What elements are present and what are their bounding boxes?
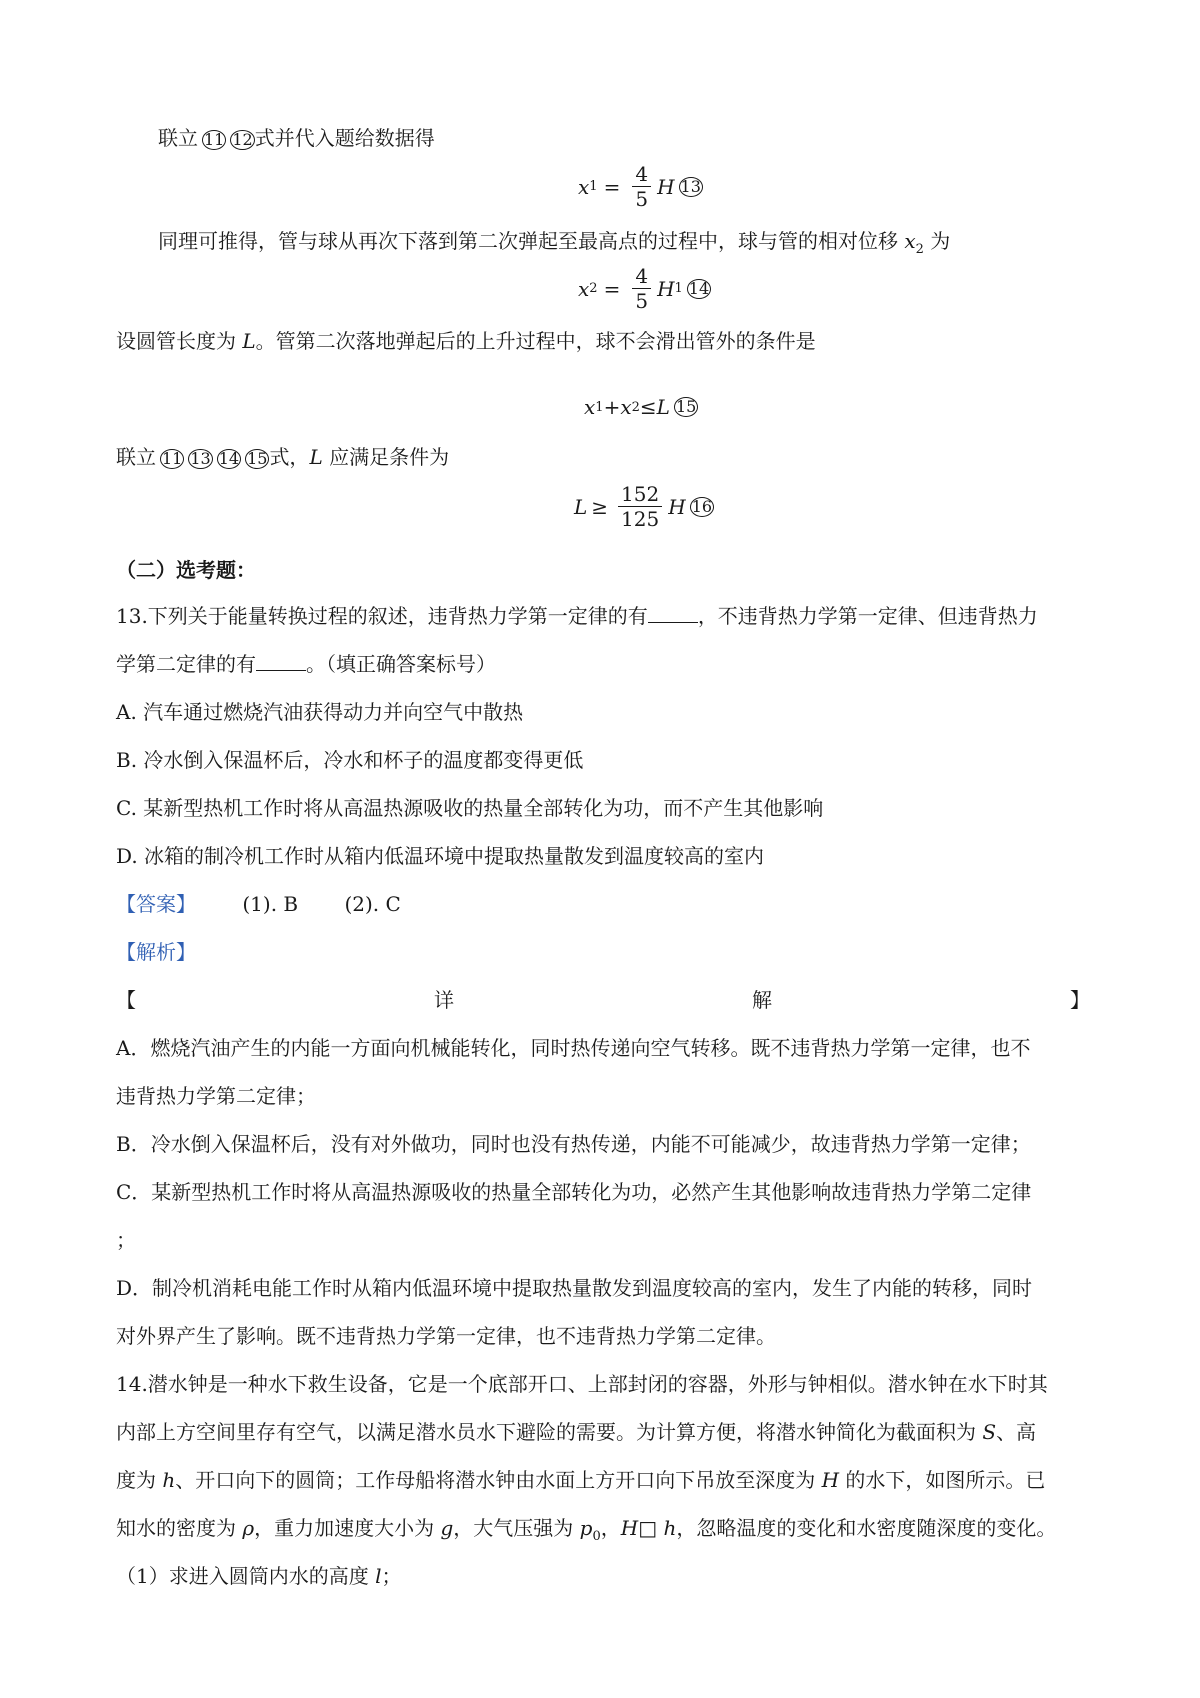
explanation-a-cont: 违背热力学第二定律；	[116, 1084, 316, 1108]
equation-16: L ≥ $\frac{152}{125}$ H 16	[574, 482, 713, 531]
fraction: $\frac{152}{125}$	[618, 482, 662, 531]
explanation-d: D．制冷机消耗电能工作时从箱内低温环境中提取热量散发到温度较高的室内，发生了内能的转移，同时	[116, 1276, 1033, 1300]
equation-13: x 1 = $\frac{4}{5}$ H 13	[578, 162, 701, 211]
question-14-line-3: 度为 h、开口向下的圆筒；工作母船将潜水钟由水面上方开口向下吊放至深度为 H 的水下，如图所示。已	[116, 1468, 1046, 1492]
equation-marker: 16	[691, 496, 713, 516]
detail-header: 【 详 解 】	[116, 988, 1090, 1012]
explanation-c-cont: ；	[116, 1228, 136, 1252]
question-14-line-1: 14.潜水钟是一种水下救生设备，它是一个底部开口、上部封闭的容器，外形与钟相似。潜水钟在水下时其	[116, 1372, 1048, 1396]
explanation-a: A．燃烧汽油产生的内能一方面向机械能转化，同时热传递向空气转移。既不违背热力学第一定律，也不	[116, 1036, 1031, 1060]
answer-blank	[256, 650, 306, 671]
circled-number: 11	[204, 130, 225, 149]
explanation-b: B．冷水倒入保温杯后，没有对外做功，同时也没有热传递，内能不可能减少，故违背热力学第一定律；	[116, 1132, 1031, 1156]
question-13-stem-2: 学第二定律的有 。（填正确答案标号）	[116, 652, 496, 676]
equation-14: x 2 = $\frac{4}{5}$ H 1 14	[578, 264, 710, 313]
circled-number: 12	[232, 130, 253, 149]
paragraph-combine-1: 联立 11 12 式并代入题给数据得	[158, 126, 435, 150]
question-13-stem: 13.下列关于能量转换过程的叙述，违背热力学第一定律的有 ，不违背热力学第一定律、但违背热力	[116, 604, 1038, 628]
paragraph-tube-length: 设圆管长度为 L。管第二次落地弹起后的上升过程中，球不会滑出管外的条件是	[116, 329, 816, 353]
fraction: $\frac{4}{5}$	[632, 162, 651, 211]
answer-line: 【答案】 (1). B (2). C	[116, 892, 401, 916]
equation-marker: 15	[675, 397, 697, 416]
question-14-sub-1: （1）求进入圆筒内水的高度 l；	[116, 1564, 402, 1588]
section-heading: （二）选考题：	[116, 558, 256, 582]
explanation-d-cont: 对外界产生了影响。既不违背热力学第一定律，也不违背热力学第二定律。	[116, 1324, 776, 1348]
question-14-line-4: 知水的密度为 ρ，重力加速度大小为 g，大气压强为 $p_0$，H□ h，忽略温度的变化和水密度随深度的变化。	[116, 1516, 1057, 1544]
paragraph-combine-2: 联立 11 13 14 15 式，L 应满足条件为	[116, 445, 450, 469]
answer-label: 【答案】	[116, 892, 196, 916]
equation-15: x 1 + x 2 ≤ L 15	[584, 395, 697, 419]
analysis-label: 【解析】	[116, 940, 196, 964]
equation-marker: 13	[680, 176, 701, 196]
option-b: B. 冷水倒入保温杯后，冷水和杯子的温度都变得更低	[116, 748, 584, 772]
analysis-line	[116, 937, 1090, 967]
explanation-c: C．某新型热机工作时将从高温热源吸收的热量全部转化为功，必然产生其他影响故违背热力学第二定律	[116, 1180, 1032, 1204]
equation-marker: 14	[688, 278, 710, 298]
option-a: A. 汽车通过燃烧汽油获得动力并向空气中散热	[116, 700, 524, 724]
answer-blank	[648, 602, 698, 623]
paragraph-analogy: 同理可推得，管与球从再次下落到第二次弹起至最高点的过程中，球与管的相对位移 $x_2$ 为	[158, 229, 951, 257]
option-d: D. 冰箱的制冷机工作时从箱内低温环境中提取热量散发到温度较高的室内	[116, 844, 765, 868]
question-14-line-2: 内部上方空间里存有空气，以满足潜水员水下避险的需要。为计算方便，将潜水钟简化为截面积为 S、高	[116, 1420, 1037, 1444]
option-c: C. 某新型热机工作时将从高温热源吸收的热量全部转化为功，而不产生其他影响	[116, 796, 824, 820]
fraction: $\frac{4}{5}$	[632, 264, 651, 313]
